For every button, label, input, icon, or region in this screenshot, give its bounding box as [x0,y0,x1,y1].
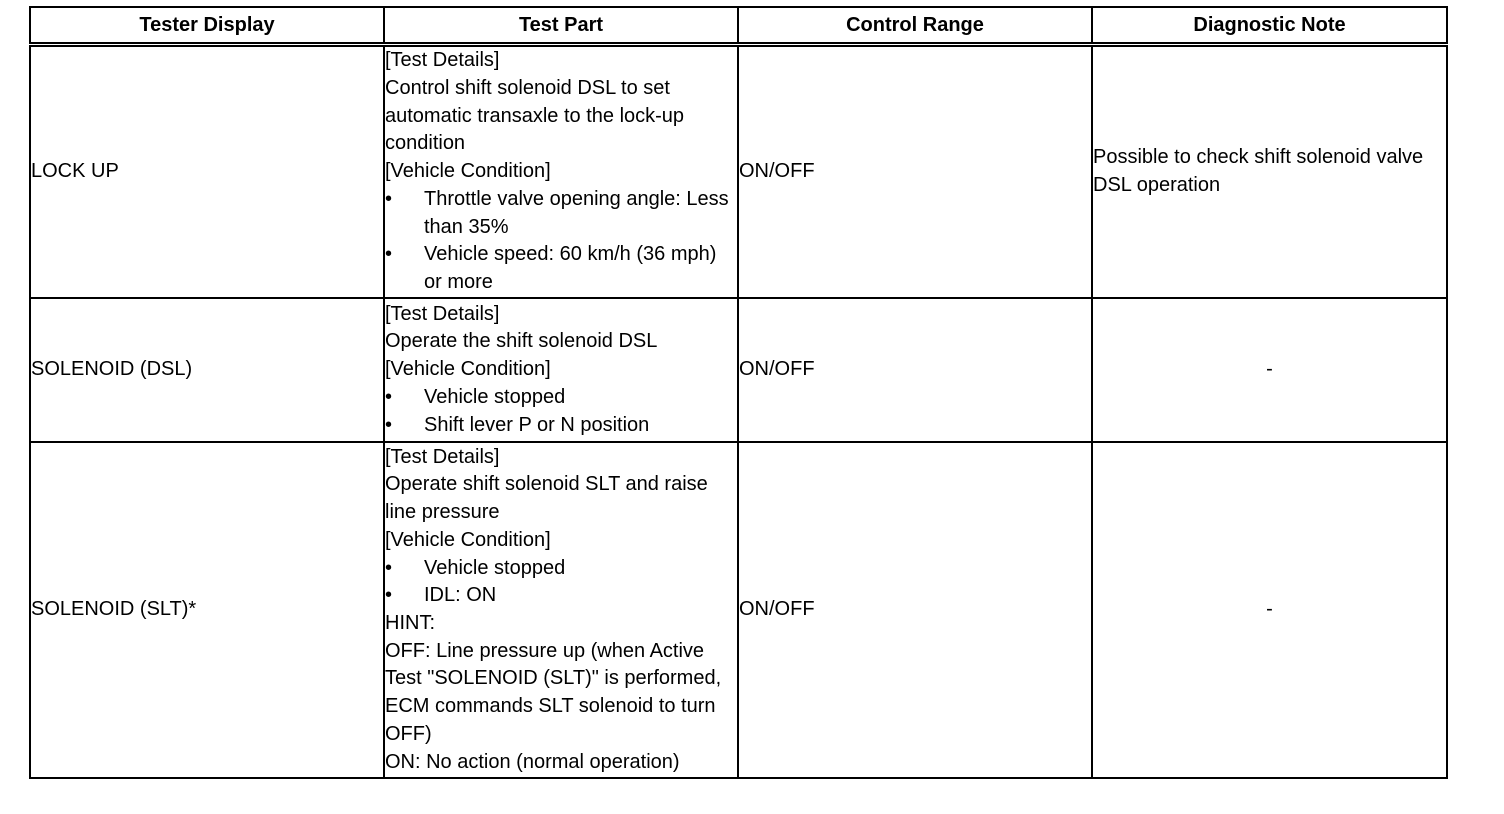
bullet-icon: • [385,243,393,266]
tester-display-cell: LOCK UP [30,45,384,299]
hint-off-text: OFF: Line pressure up (when Active Test "SOLENOID (SLT)" is performed, ECM commands SLT solenoid to turn OFF) [385,639,722,745]
test-part-cell [384,298,738,442]
condition-text: Shift lever P or N position [424,413,650,436]
hint-on-text: ON: No action (normal operation) [385,750,680,773]
header-row [30,7,1447,45]
condition-text: Vehicle speed: 60 km/h (36 mph) or more [424,243,717,293]
test-details-text: Operate shift solenoid SLT and raise line pressure [385,473,708,524]
bullet-icon: • [385,413,393,436]
condition-item [385,412,737,440]
test-details-label: [Test Details] [385,49,500,72]
control-range-cell: ON/OFF [738,442,1092,778]
diagnostic-note-cell: - [1092,298,1447,442]
test-details-text: Control shift solenoid DSL to set automatic transaxle to the lock-up condition [385,77,685,155]
bullet-icon: • [385,556,393,579]
condition-text: Throttle valve opening angle: Less than 35% [424,187,729,238]
test-details-label: [Test Details] [385,302,500,325]
condition-text: IDL: ON [424,584,497,607]
condition-text: Vehicle stopped [424,385,566,408]
test-part-cell [384,45,738,299]
header-diagnostic-note: Diagnostic Note [1092,7,1447,45]
header-test-part: Test Part [384,7,738,45]
tester-display-cell: SOLENOID (DSL) [30,298,384,442]
condition-text: Vehicle stopped [424,556,566,579]
test-details-text: Operate the shift solenoid DSL [385,330,658,353]
diagnostic-note-cell: Possible to check shift solenoid valve DSL operation [1092,45,1447,299]
active-test-table [29,6,1448,779]
hint-label: HINT: [385,612,435,634]
control-range-cell: ON/OFF [738,298,1092,442]
table-row [30,45,1447,299]
control-range-cell: ON/OFF [738,45,1092,299]
bullet-icon: • [385,385,393,408]
table-row [30,442,1447,778]
condition-item [385,582,737,610]
condition-item [385,384,737,412]
tester-display-cell: SOLENOID (SLT)* [30,442,384,778]
vehicle-condition-label: [Vehicle Condition] [385,528,551,551]
condition-item [385,241,737,296]
diagnostic-note-cell: - [1092,442,1447,778]
condition-item [385,186,737,241]
vehicle-condition-label: [Vehicle Condition] [385,160,551,183]
test-details-label: [Test Details] [385,445,500,468]
header-tester-display: Tester Display [30,7,384,45]
test-part-cell [384,442,738,778]
bullet-icon: • [385,584,393,607]
header-control-range: Control Range [738,7,1092,45]
table-row [30,298,1447,442]
condition-item [385,555,737,583]
vehicle-condition-label: [Vehicle Condition] [385,358,551,381]
bullet-icon: • [385,187,393,210]
